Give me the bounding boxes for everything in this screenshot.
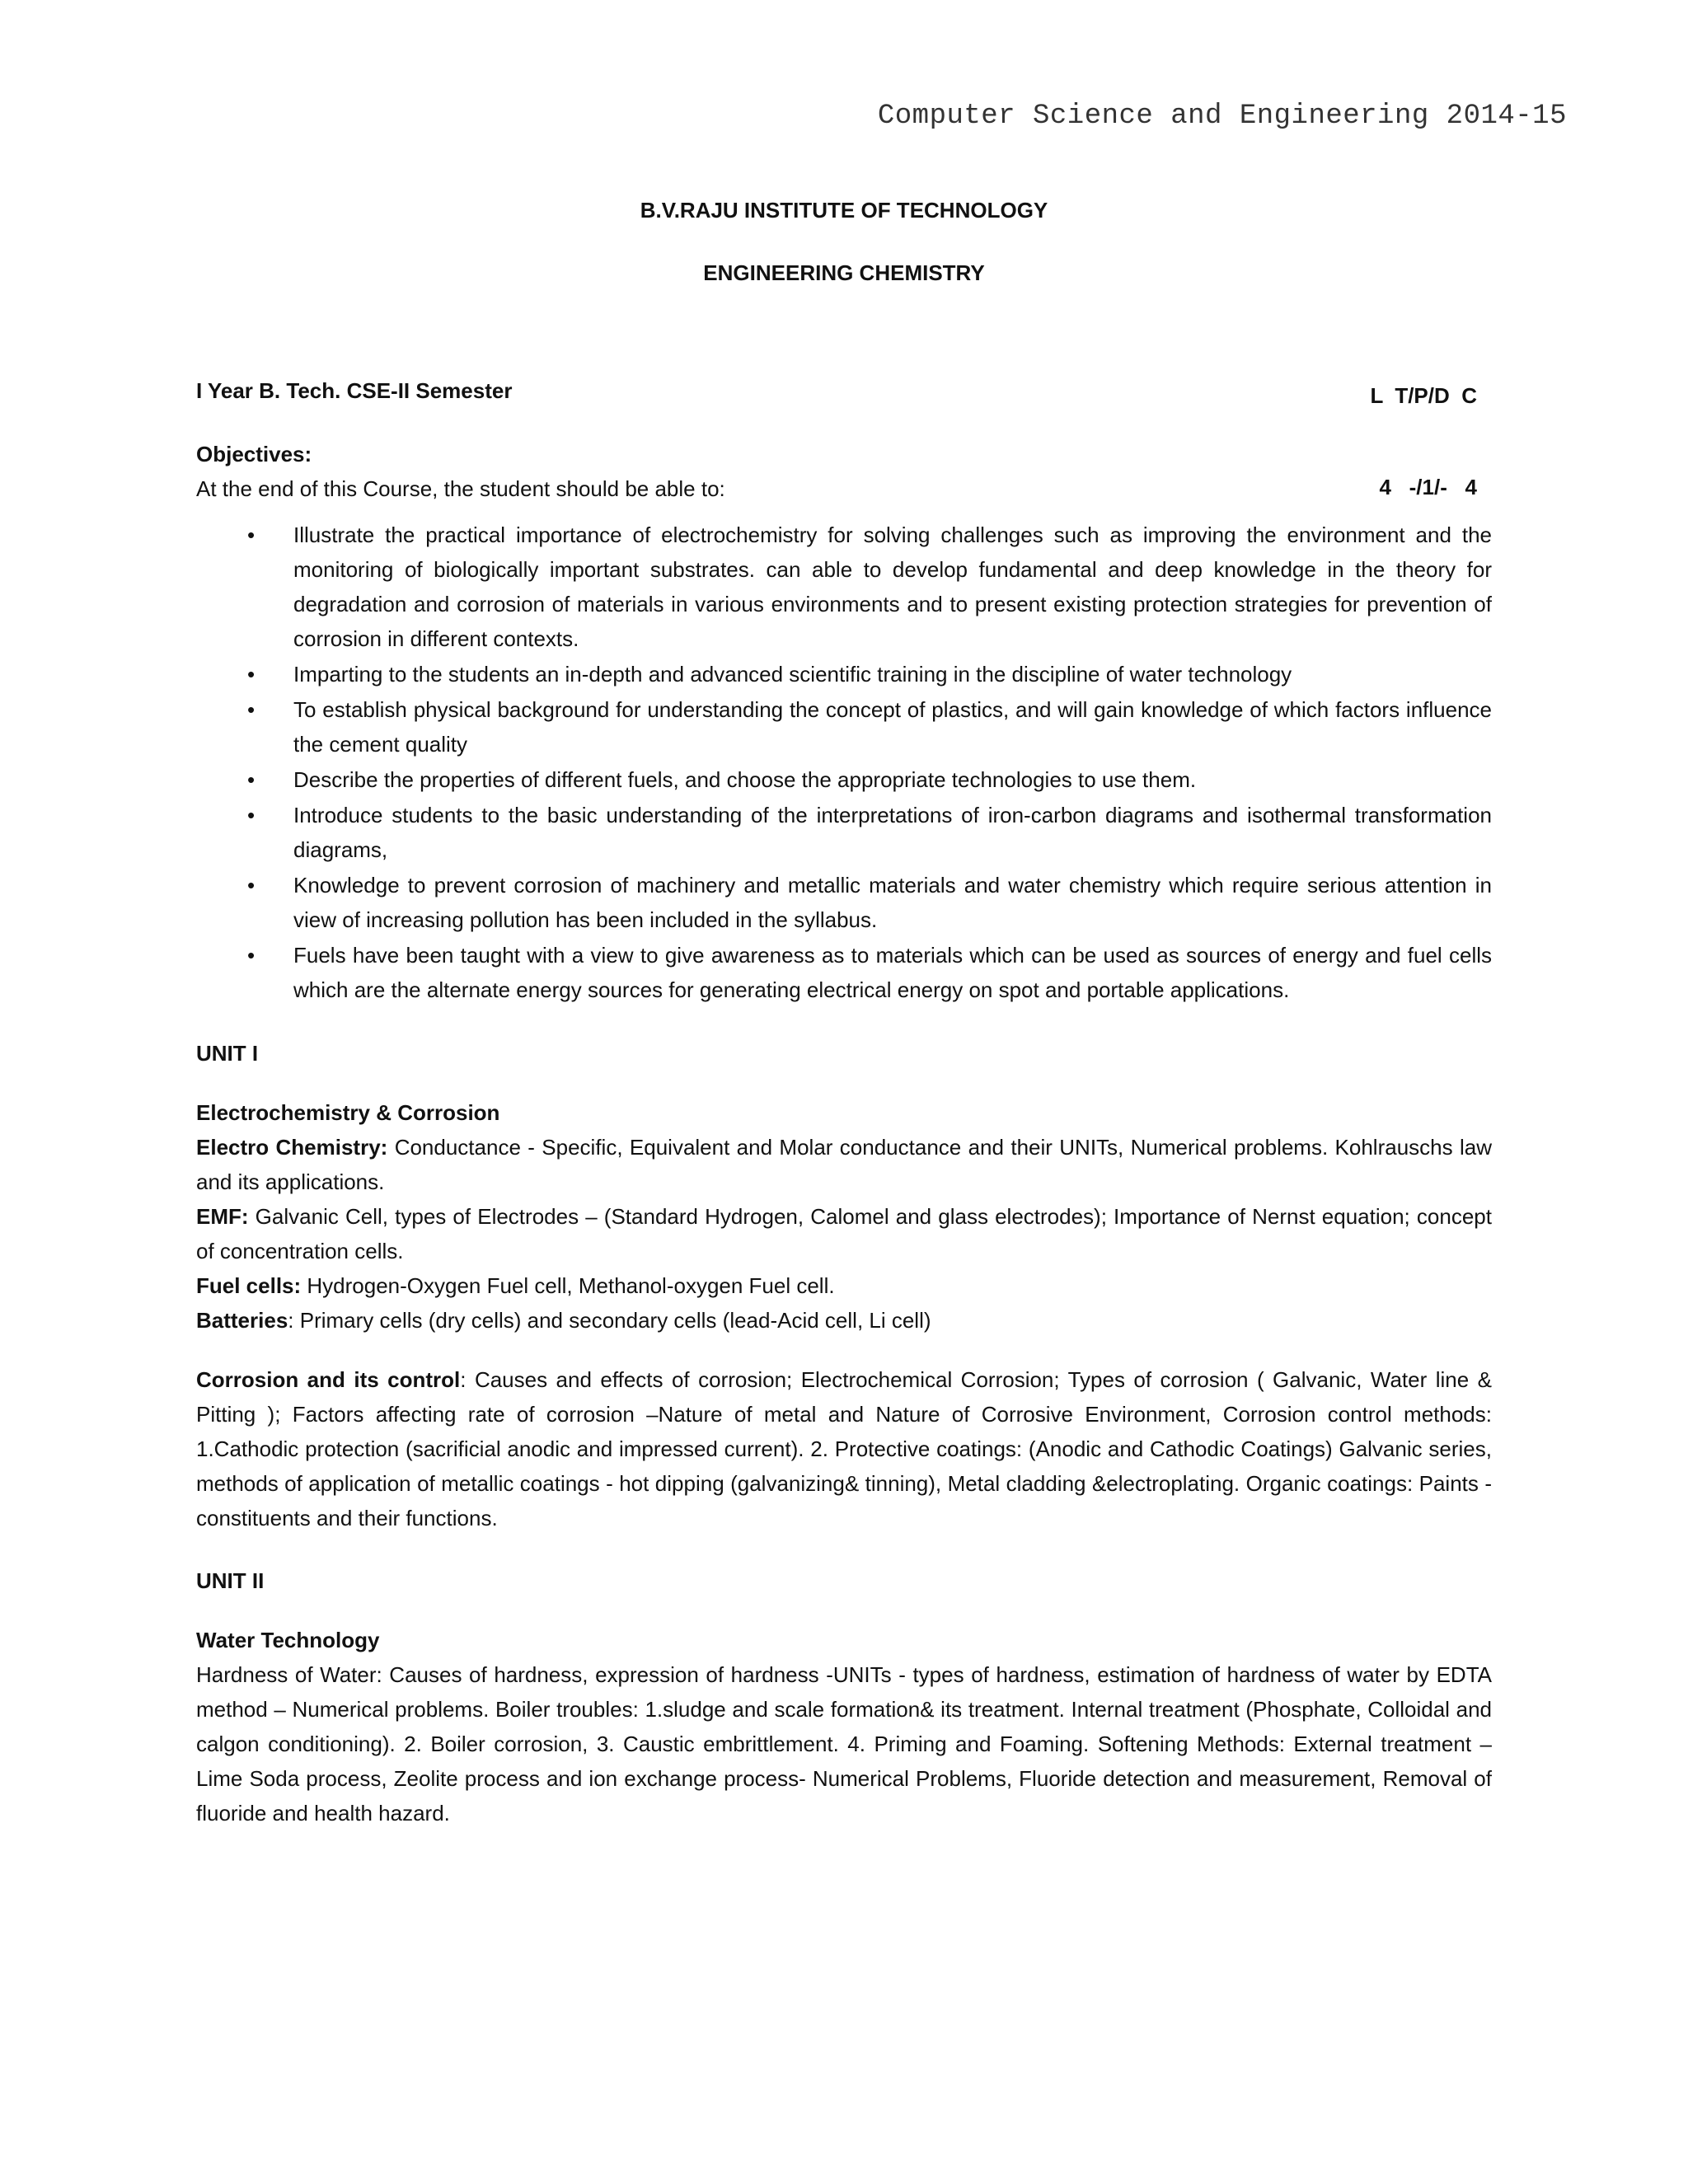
bullet-icon: • xyxy=(247,662,256,687)
objectives-list xyxy=(196,518,1492,1007)
bullet-icon: • xyxy=(247,803,256,827)
syllabus-body xyxy=(196,437,1492,1830)
objective-item: • To establish physical background for understanding the concept of plastics, and will gain knowledge of which factors influence the cement quality xyxy=(196,692,1492,762)
credit-headers: L T/P/D C xyxy=(1370,383,1477,408)
bullet-icon: • xyxy=(247,523,256,547)
semester-label: I Year B. Tech. CSE-II Semester xyxy=(196,378,513,403)
objective-item: • Fuels have been taught with a view to give awareness as to materials which can be used as sources of energy and fuel cells which are the alternate energy sources for generating electrical energy on spot and portable applications. xyxy=(196,938,1492,1007)
bullet-icon: • xyxy=(247,943,256,968)
bullet-icon: • xyxy=(247,697,256,722)
batteries-paragraph: Batteries: Primary cells (dry cells) and secondary cells (lead-Acid cell, Li cell) xyxy=(196,1308,931,1333)
objectives-intro: At the end of this Course, the student should be able to: xyxy=(196,476,725,501)
running-header: Computer Science and Engineering 2014-15 xyxy=(877,101,1567,132)
bullet-icon: • xyxy=(247,767,256,792)
unit-1-topic: Electrochemistry & Corrosion xyxy=(196,1100,500,1125)
credit-values: 4 -/1/- 4 xyxy=(1379,475,1477,499)
course-title: ENGINEERING CHEMISTRY xyxy=(703,260,985,285)
emf-paragraph: EMF: Galvanic Cell, types of Electrodes – (Standard Hydrogen, Calomel and glass electrodes); Importance of Nernst equation; concept of concentration cells. xyxy=(196,1204,1492,1263)
institute-name: B.V.RAJU INSTITUTE OF TECHNOLOGY xyxy=(640,198,1048,223)
objectives-heading: Objectives: xyxy=(196,442,312,466)
unit-1-heading: UNIT I xyxy=(196,1041,259,1066)
unit-2-topic: Water Technology xyxy=(196,1628,380,1652)
corrosion-paragraph: Corrosion and its control: Causes and effects of corrosion; Electrochemical Corrosion; Types of corrosion ( Galvanic, Water line & Pitting ); Factors affecting rate of corrosion –Nature of metal and Nature of Corrosive Environment, Corrosion control methods: 1.Cathodic protection (sacrificial anodic and impressed current). 2. Protective coatings: (Anodic and Cathodic Coatings) Galvanic series, methods of application of metallic coatings - hot dipping (galvanizing& tinning), Metal cladding &electroplating. Organic coatings: Paints - constituents and their functions. xyxy=(196,1367,1492,1530)
objective-item: • Knowledge to prevent corrosion of machinery and metallic materials and water chemistry which require serious attention in view of increasing pollution has been included in the syllabus. xyxy=(196,868,1492,937)
bullet-icon: • xyxy=(247,873,256,898)
unit-2-heading: UNIT II xyxy=(196,1568,265,1593)
water-technology-paragraph: Hardness of Water: Causes of hardness, expression of hardness -UNITs - types of hardness, estimation of hardness of water by EDTA method – Numerical problems. Boiler troubles: 1.sludge and scale formation& its treatment. Internal treatment (Phosphate, Colloidal and calgon conditioning). 2. Boiler corrosion, 3. Caustic embrittlement. 4. Priming and Foaming. Softening Methods: External treatment – Lime Soda process, Zeolite process and ion exchange process- Numerical Problems, Fluoride detection and measurement, Removal of fluoride and health hazard. xyxy=(196,1662,1492,1825)
objective-item: • Illustrate the practical importance of electrochemistry for solving challenges such as improving the environment and the monitoring of biologically important substrates. can able to develop fundamental and deep knowledge in the theory for degradation and corrosion of materials in various environments and to present existing protection strategies for prevention of corrosion in different contexts. xyxy=(196,518,1492,656)
electrochemistry-paragraph: Electro Chemistry: Conductance - Specific, Equivalent and Molar conductance and their UNITs, Numerical problems. Kohlrauschs law and its applications. xyxy=(196,1135,1492,1194)
objective-item: • Imparting to the students an in-depth and advanced scientific training in the discipline of water technology xyxy=(196,657,1492,691)
objective-item: • Introduce students to the basic understanding of the interpretations of iron-carbon diagrams and isothermal transformation diagrams, xyxy=(196,798,1492,867)
fuel-cells-paragraph: Fuel cells: Hydrogen-Oxygen Fuel cell, Methanol-oxygen Fuel cell. xyxy=(196,1273,835,1298)
objective-item: • Describe the properties of different fuels, and choose the appropriate technologies to use them. xyxy=(196,762,1492,797)
